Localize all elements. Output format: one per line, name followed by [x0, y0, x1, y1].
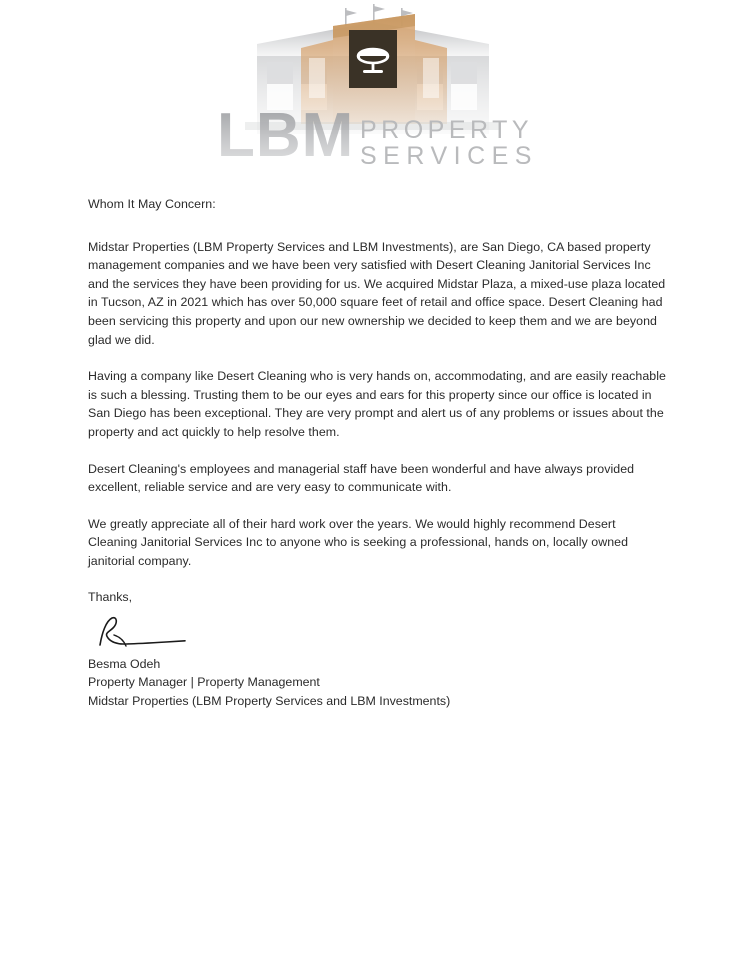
paragraph-2: Having a company like Desert Cleaning who is very hands on, accommodating, and are easily reachable is such a blessing. Trusting them to be our eyes and ears for this property since our office is located in San Diego has been exceptional. They are very prompt and alert us of any problems or issues about the property and act quickly to help resolve them.	[88, 369, 666, 439]
svg-text:LBM: LBM	[217, 101, 355, 170]
company-logo	[205, 4, 555, 174]
signature-block	[88, 588, 588, 710]
signer-title: Property Manager | Property Management	[88, 675, 320, 690]
lbm-logo-graphic	[205, 4, 555, 174]
paragraph-1: Midstar Properties (LBM Property Services and LBM Investments), are San Diego, CA based property management companies and we have been very satisfied with Desert Cleaning Janitorial Services Inc and the services they have been providing for us. We acquired Midstar Plaza, a mixed-use plaza located in Tucson, AZ in 2021 which has over 50,000 square feet of retail and office space. Desert Cleaning had been servicing this property and upon our new ownership we decided to keep them and we are beyond glad we did.	[88, 239, 666, 347]
paragraph-3: Desert Cleaning's employees and managerial staff have been wonderful and have always provided excellent, reliable service and are very easy to communicate with.	[88, 461, 635, 495]
signer-company: Midstar Properties (LBM Property Services and LBM Investments)	[88, 693, 451, 708]
letter-body	[88, 195, 666, 571]
svg-text:PROPERTY: PROPERTY	[360, 116, 534, 144]
salutation: Whom It May Concern:	[88, 197, 216, 211]
handwritten-signature	[90, 611, 210, 653]
letterhead	[0, 0, 750, 180]
paragraph-4: We greatly appreciate all of their hard work over the years. We would highly recommend Desert Cleaning Janitorial Services Inc to anyone who is seeking a professional, hands on, locally owned janitorial company.	[88, 516, 629, 568]
closing-word: Thanks,	[88, 590, 133, 604]
signer-name: Besma Odeh	[88, 656, 161, 671]
svg-text:SERVICES: SERVICES	[360, 142, 538, 170]
signature-ink	[90, 611, 210, 653]
